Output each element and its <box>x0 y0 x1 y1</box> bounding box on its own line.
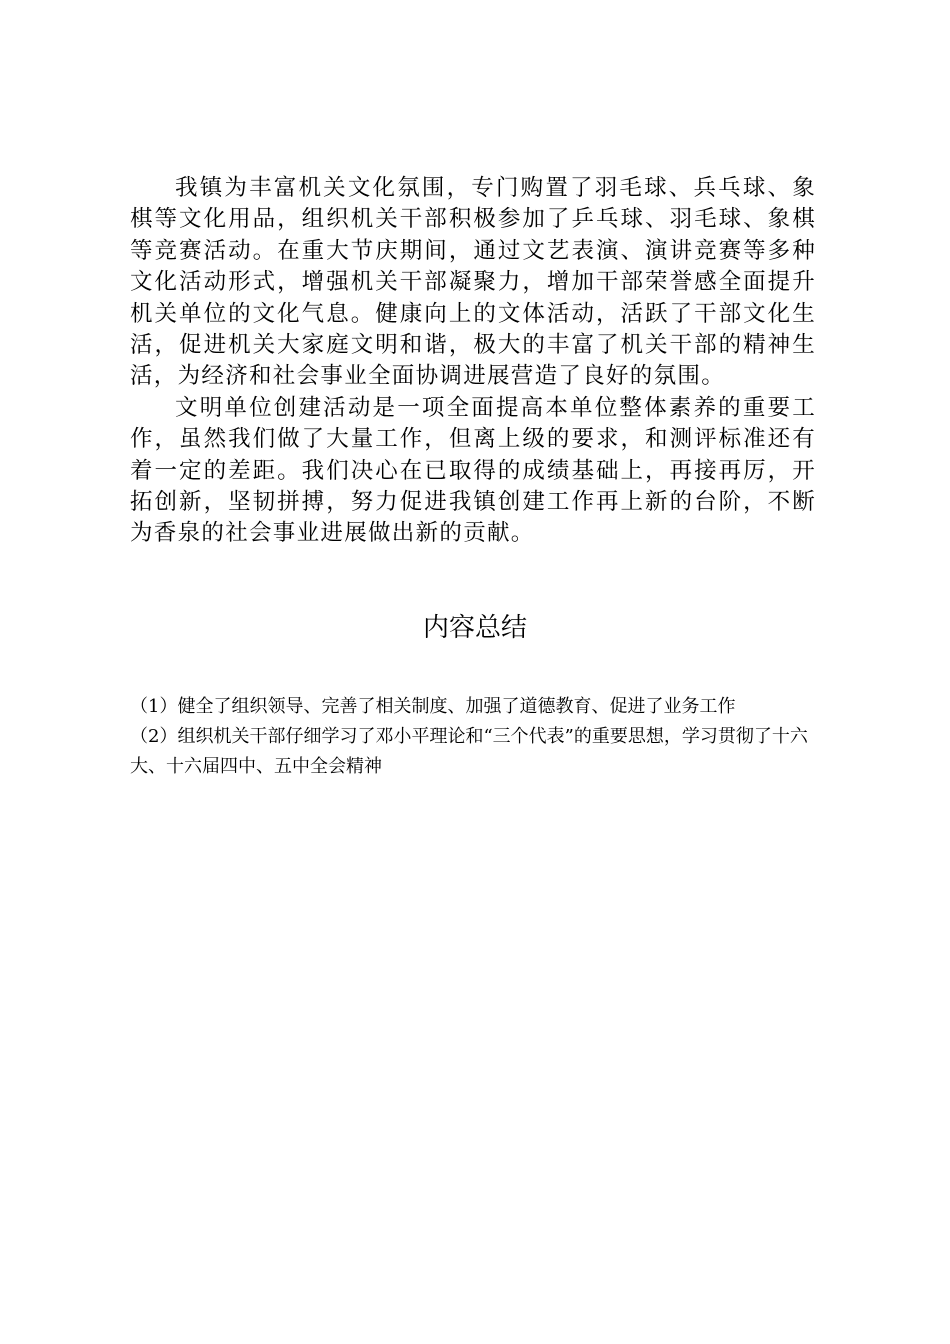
summary-item: （2）组织机关干部仔细学习了邓小平理论和“三个代表”的重要思想，学习贯彻了十六大、十六届四中、五中全会精神 <box>130 726 808 777</box>
summary-item: （1）健全了组织领导、完善了相关制度、加强了道德教育、促进了业务工作 <box>130 696 736 717</box>
paragraph-culture-activities: 我镇为丰富机关文化氛围，专门购置了羽毛球、兵乓球、象棋等文化用品，组织机关干部积极参加了乒乓球、羽毛球、象棋等竞赛活动。在重大节庆期间，通过文艺表演、演讲竞赛等多种文化活动形式，增强机关干部凝聚力，增加干部荣誉感全面提升机关单位的文化气息。健康向上的文体活动，活跃了干部文化生活，促进机关大家庭文明和谐，极大的丰富了机关干部的精神生活，为经济和社会事业全面协调进展营造了良好的氛围。 <box>130 175 816 390</box>
summary-list <box>130 692 830 782</box>
body-text <box>130 173 816 550</box>
paragraph-civilization-creation: 文明单位创建活动是一项全面提高本单位整体素养的重要工作，虽然我们做了大量工作，但离上级的要求，和测评标准还有着一定的差距。我们决心在已取得的成绩基础上，再接再厉，开拓创新，坚韧拼搏，努力促进我镇创建工作再上新的台阶，不断为香泉的社会事业进展做出新的贡献。 <box>130 394 816 547</box>
summary-title: 内容总结 <box>422 613 527 643</box>
